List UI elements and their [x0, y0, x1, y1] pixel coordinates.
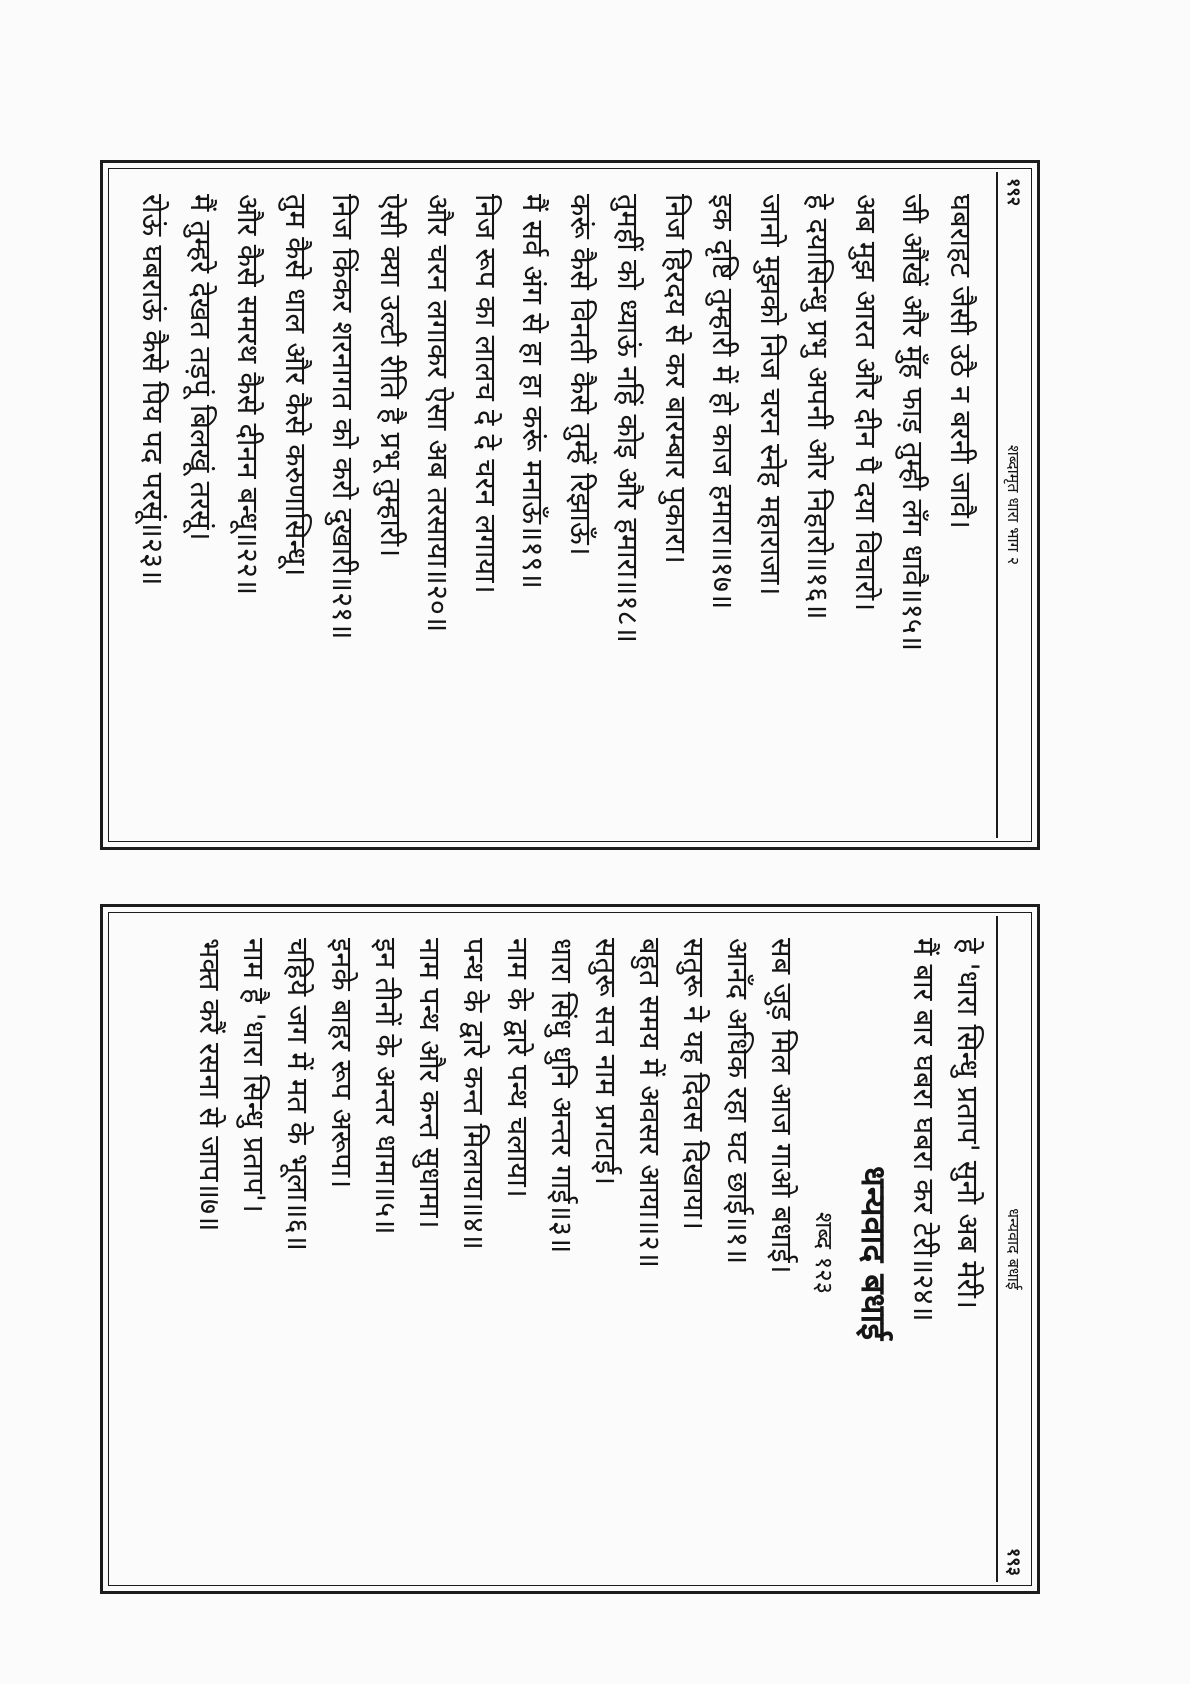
- verse-line: रोऊं घबराऊं कैसे पिय पद परसूं॥२३॥: [136, 194, 171, 586]
- hymn-number: शब्द १२३: [810, 1211, 838, 1295]
- verse-line: निज रूप का लालच दे दे चरन लगाया।: [469, 194, 503, 594]
- verse-line: पन्थ के द्वारे कन्त मिलाया॥४॥: [457, 938, 491, 1250]
- verse-line: निज किंकर शरनागत को करो दुखारी॥२१॥: [326, 194, 361, 640]
- verse-line: आनँद अधिक रहा घट छाई॥१॥: [721, 938, 755, 1265]
- verse-block: [188, 938, 990, 1568]
- book-page-left: [100, 160, 1040, 850]
- verse-line: मैं सर्व अंग से हा हा करूं मनाऊँ॥१९॥: [516, 194, 551, 589]
- verse-line: बहुत समय में अवसर आया॥२॥: [633, 938, 667, 1269]
- section-heading: धन्यवाद बधाई: [853, 1165, 893, 1341]
- running-header: [996, 172, 1028, 838]
- verse-line: भक्त करैं रसना से जाप॥७॥: [193, 938, 227, 1232]
- verse-line: सतुरू सत्त नाम प्रगटाई।: [589, 938, 623, 1186]
- verse-line: नाम पन्थ और कन्त सुधामा।: [413, 938, 447, 1229]
- verse-line: घबराहट जैसी उठै न बरनी जावै।: [944, 194, 978, 529]
- running-header: [996, 916, 1028, 1582]
- verse-line: तुम कैसे धाल और कैसे करुणासिन्धू।: [279, 194, 313, 577]
- verse-line: करूं कैसे विनती कैसे तुम्हें रिझाऊँ।: [564, 194, 598, 556]
- verse-line: जी औंखें और मुँह फाड़ तुम्ही लँग धावै॥१५॥: [896, 194, 931, 652]
- page-number: १९३: [1003, 1547, 1024, 1576]
- verse-line: सब जुड़ मिल आज गाओ बधाई।: [765, 938, 799, 1274]
- verse-line: नाम है 'धारा सिन्धु प्रताप'।: [237, 938, 271, 1213]
- verse-line: इन तीनों के अन्तर धामा॥५॥: [369, 938, 403, 1235]
- verse-line: जानो मुझको निज चरन स्नेह महाराजा।: [754, 194, 788, 596]
- verse-line: हे 'धारा सिन्धु प्रताप' सुनो अब मेरी।: [951, 938, 985, 1309]
- verse-line: निज हिरदय से कर बारम्बार पुकारा।: [659, 194, 693, 564]
- verse-line: और चरन लगाकर ऐसा अब तरसाया॥२०॥: [421, 194, 456, 633]
- page-number: १९२: [1003, 178, 1024, 207]
- verse-line: और कैसे समरथ कैसे दीनन बन्धू॥२२॥: [231, 194, 266, 596]
- verse-line: चहिये जग में मत के भूला॥६॥: [281, 938, 315, 1251]
- verse-line: इनके बाहर रूप अरूपा।: [325, 938, 359, 1189]
- verse-line: इक दृष्टि तुम्हारी में हो काज हमारा॥१७॥: [706, 194, 741, 610]
- running-title: शब्दामृत धारा भाग २: [1004, 444, 1023, 566]
- verse-line: तुमहीं को ध्याऊं नहिं कोइ और हमारा॥१८॥: [611, 194, 646, 643]
- verse-line: मैं तुम्हरे देखत तड़पूं बिलखूं तरसूं।: [184, 194, 218, 541]
- verse-line: धारा सिंधु धुनि अन्तर गाई॥३॥: [545, 938, 579, 1254]
- verse-line: हे दयासिन्धु प्रभु अपनी ओर निहारो॥१६॥: [801, 194, 836, 620]
- verse-line: अब मुझ आरत और दीन पै दया विचारो।: [849, 194, 883, 612]
- book-page-right: [100, 904, 1040, 1594]
- verse-line: सतुरू ने यह दिवस दिखाया।: [677, 938, 711, 1230]
- verse-line: नाम के द्वारे पन्थ चलाया।: [501, 938, 535, 1198]
- verse-line: मैं बार बार घबरा घबरा कर टेरी॥२४॥: [907, 938, 941, 1322]
- running-title: धन्यवाद बधाई: [1004, 1208, 1023, 1290]
- verse-line: ऐसी क्या उल्टी रीति है प्रभू तुम्हारी।: [374, 194, 408, 558]
- verse-block: [129, 194, 984, 824]
